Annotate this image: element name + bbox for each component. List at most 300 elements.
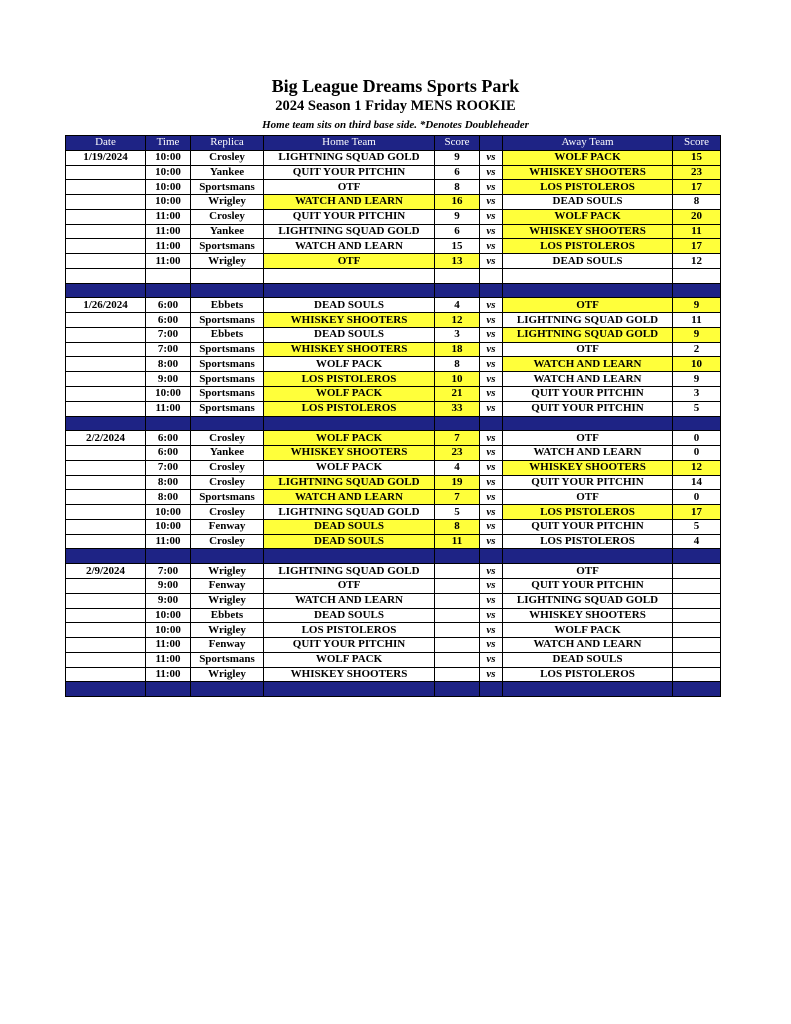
- home-team-cell: WATCH AND LEARN: [264, 195, 435, 210]
- time-cell: 10:00: [146, 150, 191, 165]
- away-team-cell: WHISKEY SHOOTERS: [503, 165, 673, 180]
- date-cell: [66, 165, 146, 180]
- away-team-cell: QUIT YOUR PITCHIN: [503, 387, 673, 402]
- replica-cell: Sportsmans: [191, 313, 264, 328]
- away-score-cell: 5: [673, 519, 721, 534]
- home-team-cell: DEAD SOULS: [264, 327, 435, 342]
- home-team-cell: LIGHTNING SQUAD GOLD: [264, 564, 435, 579]
- time-cell: 8:00: [146, 357, 191, 372]
- separator-cell: [146, 283, 191, 298]
- vs-cell: vs: [480, 578, 503, 593]
- home-score-cell: 3: [435, 327, 480, 342]
- away-score-cell: 0: [673, 446, 721, 461]
- column-header-time: Time: [146, 136, 191, 151]
- separator-cell: [66, 416, 146, 431]
- away-team-cell: LOS PISTOLEROS: [503, 534, 673, 549]
- date-cell: [66, 638, 146, 653]
- replica-cell: Yankee: [191, 446, 264, 461]
- replica-cell: Crosley: [191, 505, 264, 520]
- vs-cell: vs: [480, 254, 503, 269]
- date-cell: [66, 254, 146, 269]
- away-score-cell: 4: [673, 534, 721, 549]
- vs-cell: vs: [480, 165, 503, 180]
- vs-cell: vs: [480, 298, 503, 313]
- date-cell: [66, 578, 146, 593]
- separator-cell: [435, 549, 480, 564]
- time-cell: 11:00: [146, 667, 191, 682]
- home-score-cell: [435, 652, 480, 667]
- home-score-cell: 15: [435, 239, 480, 254]
- table-row: [66, 475, 721, 490]
- away-score-cell: [673, 564, 721, 579]
- replica-cell: Sportsmans: [191, 372, 264, 387]
- vs-cell: vs: [480, 652, 503, 667]
- time-cell: [146, 268, 191, 283]
- column-header-date: Date: [66, 136, 146, 151]
- replica-cell: Sportsmans: [191, 239, 264, 254]
- vs-cell: vs: [480, 224, 503, 239]
- time-cell: 11:00: [146, 652, 191, 667]
- date-cell: [66, 623, 146, 638]
- separator-cell: [673, 549, 721, 564]
- home-score-cell: [435, 564, 480, 579]
- time-cell: 10:00: [146, 195, 191, 210]
- away-team-cell: DEAD SOULS: [503, 195, 673, 210]
- table-row: [66, 150, 721, 165]
- away-score-cell: 17: [673, 505, 721, 520]
- away-team-cell: OTF: [503, 490, 673, 505]
- time-cell: 6:00: [146, 313, 191, 328]
- date-cell: [66, 460, 146, 475]
- away-score-cell: [673, 268, 721, 283]
- away-team-cell: QUIT YOUR PITCHIN: [503, 475, 673, 490]
- away-score-cell: 5: [673, 401, 721, 416]
- home-team-cell: QUIT YOUR PITCHIN: [264, 638, 435, 653]
- table-row: [66, 593, 721, 608]
- away-team-cell: WOLF PACK: [503, 209, 673, 224]
- home-team-cell: QUIT YOUR PITCHIN: [264, 209, 435, 224]
- separator-cell: [503, 549, 673, 564]
- table-row: [66, 268, 721, 283]
- home-score-cell: 8: [435, 180, 480, 195]
- vs-cell: vs: [480, 357, 503, 372]
- date-cell: [66, 357, 146, 372]
- away-team-cell: WHISKEY SHOOTERS: [503, 608, 673, 623]
- time-cell: 6:00: [146, 298, 191, 313]
- home-team-cell: QUIT YOUR PITCHIN: [264, 165, 435, 180]
- time-cell: 11:00: [146, 638, 191, 653]
- vs-cell: vs: [480, 519, 503, 534]
- time-cell: 11:00: [146, 239, 191, 254]
- home-score-cell: 7: [435, 490, 480, 505]
- separator-cell: [146, 682, 191, 697]
- home-team-cell: WATCH AND LEARN: [264, 490, 435, 505]
- page-title: Big League Dreams Sports Park: [271, 76, 520, 96]
- away-team-cell: WATCH AND LEARN: [503, 446, 673, 461]
- date-cell: [66, 268, 146, 283]
- table-row: [66, 534, 721, 549]
- replica-cell: [191, 268, 264, 283]
- time-cell: 11:00: [146, 534, 191, 549]
- vs-cell: vs: [480, 667, 503, 682]
- time-cell: 10:00: [146, 387, 191, 402]
- separator-cell: [264, 682, 435, 697]
- date-cell: [66, 342, 146, 357]
- replica-cell: Sportsmans: [191, 387, 264, 402]
- home-team-cell: LIGHTNING SQUAD GOLD: [264, 150, 435, 165]
- page-subtitle: 2024 Season 1 Friday MENS ROOKIE: [275, 98, 516, 114]
- date-cell: [66, 327, 146, 342]
- home-team-cell: LIGHTNING SQUAD GOLD: [264, 475, 435, 490]
- replica-cell: Ebbets: [191, 298, 264, 313]
- home-score-cell: 18: [435, 342, 480, 357]
- table-row: [66, 564, 721, 579]
- home-team-cell: OTF: [264, 180, 435, 195]
- away-score-cell: 9: [673, 327, 721, 342]
- away-team-cell: OTF: [503, 431, 673, 446]
- column-header-vs: [480, 136, 503, 151]
- home-score-cell: 8: [435, 519, 480, 534]
- time-cell: 9:00: [146, 593, 191, 608]
- home-score-cell: 6: [435, 165, 480, 180]
- away-score-cell: 10: [673, 357, 721, 372]
- home-team-cell: LIGHTNING SQUAD GOLD: [264, 224, 435, 239]
- home-team-cell: OTF: [264, 578, 435, 593]
- date-cell: [66, 387, 146, 402]
- table-row: [66, 608, 721, 623]
- vs-cell: vs: [480, 195, 503, 210]
- replica-cell: Sportsmans: [191, 357, 264, 372]
- away-score-cell: 12: [673, 460, 721, 475]
- vs-cell: vs: [480, 209, 503, 224]
- vs-cell: vs: [480, 387, 503, 402]
- separator-cell: [435, 682, 480, 697]
- vs-cell: vs: [480, 490, 503, 505]
- separator-cell: [191, 283, 264, 298]
- home-team-cell: WHISKEY SHOOTERS: [264, 446, 435, 461]
- away-score-cell: 14: [673, 475, 721, 490]
- separator-cell: [480, 682, 503, 697]
- separator-cell: [673, 416, 721, 431]
- vs-cell: vs: [480, 623, 503, 638]
- vs-cell: vs: [480, 564, 503, 579]
- away-team-cell: QUIT YOUR PITCHIN: [503, 578, 673, 593]
- schedule-body: [66, 150, 721, 696]
- date-cell: [66, 534, 146, 549]
- table-row: [66, 519, 721, 534]
- separator-cell: [66, 682, 146, 697]
- home-team-cell: DEAD SOULS: [264, 519, 435, 534]
- home-score-cell: 10: [435, 372, 480, 387]
- away-score-cell: 0: [673, 490, 721, 505]
- home-team-cell: WATCH AND LEARN: [264, 239, 435, 254]
- replica-cell: Ebbets: [191, 327, 264, 342]
- away-team-cell: OTF: [503, 564, 673, 579]
- date-cell: 1/26/2024: [66, 298, 146, 313]
- away-team-cell: [503, 268, 673, 283]
- away-team-cell: LIGHTNING SQUAD GOLD: [503, 313, 673, 328]
- away-score-cell: [673, 593, 721, 608]
- away-team-cell: QUIT YOUR PITCHIN: [503, 401, 673, 416]
- separator-cell: [673, 682, 721, 697]
- replica-cell: Wrigley: [191, 254, 264, 269]
- away-team-cell: WATCH AND LEARN: [503, 357, 673, 372]
- time-cell: 10:00: [146, 623, 191, 638]
- date-cell: [66, 667, 146, 682]
- home-team-cell: OTF: [264, 254, 435, 269]
- separator-cell: [191, 682, 264, 697]
- away-score-cell: 12: [673, 254, 721, 269]
- date-cell: [66, 239, 146, 254]
- date-cell: 2/2/2024: [66, 431, 146, 446]
- time-cell: 8:00: [146, 490, 191, 505]
- date-cell: [66, 490, 146, 505]
- vs-cell: vs: [480, 534, 503, 549]
- replica-cell: Crosley: [191, 534, 264, 549]
- home-team-cell: DEAD SOULS: [264, 298, 435, 313]
- home-team-cell: WOLF PACK: [264, 431, 435, 446]
- home-score-cell: 23: [435, 446, 480, 461]
- time-cell: 11:00: [146, 254, 191, 269]
- away-team-cell: LOS PISTOLEROS: [503, 239, 673, 254]
- time-cell: 11:00: [146, 224, 191, 239]
- time-cell: 7:00: [146, 327, 191, 342]
- home-team-cell: LIGHTNING SQUAD GOLD: [264, 505, 435, 520]
- replica-cell: Sportsmans: [191, 652, 264, 667]
- separator-cell: [435, 283, 480, 298]
- time-cell: 10:00: [146, 165, 191, 180]
- page-note: Home team sits on third base side. *Denotes Doubleheader: [262, 119, 529, 131]
- away-score-cell: 17: [673, 180, 721, 195]
- date-cell: 2/9/2024: [66, 564, 146, 579]
- separator-cell: [480, 283, 503, 298]
- date-cell: [66, 475, 146, 490]
- separator-cell: [673, 283, 721, 298]
- away-team-cell: OTF: [503, 342, 673, 357]
- away-team-cell: LOS PISTOLEROS: [503, 505, 673, 520]
- replica-cell: Crosley: [191, 209, 264, 224]
- table-row: [66, 460, 721, 475]
- away-score-cell: [673, 608, 721, 623]
- home-team-cell: [264, 268, 435, 283]
- away-team-cell: LOS PISTOLEROS: [503, 667, 673, 682]
- vs-cell: vs: [480, 431, 503, 446]
- date-cell: [66, 195, 146, 210]
- date-cell: [66, 446, 146, 461]
- home-score-cell: [435, 593, 480, 608]
- away-team-cell: LIGHTNING SQUAD GOLD: [503, 593, 673, 608]
- replica-cell: Wrigley: [191, 564, 264, 579]
- vs-cell: vs: [480, 608, 503, 623]
- home-team-cell: WOLF PACK: [264, 387, 435, 402]
- away-score-cell: [673, 623, 721, 638]
- replica-cell: Wrigley: [191, 195, 264, 210]
- vs-cell: vs: [480, 401, 503, 416]
- time-cell: 6:00: [146, 431, 191, 446]
- schedule-table: [65, 135, 721, 697]
- table-row: [66, 638, 721, 653]
- vs-cell: vs: [480, 313, 503, 328]
- date-cell: [66, 652, 146, 667]
- away-team-cell: WATCH AND LEARN: [503, 372, 673, 387]
- separator-cell: [146, 416, 191, 431]
- home-score-cell: 19: [435, 475, 480, 490]
- table-row: [66, 239, 721, 254]
- date-cell: [66, 313, 146, 328]
- home-score-cell: 12: [435, 313, 480, 328]
- time-cell: 10:00: [146, 519, 191, 534]
- vs-cell: vs: [480, 342, 503, 357]
- date-cell: [66, 519, 146, 534]
- week-separator: [66, 549, 721, 564]
- time-cell: 9:00: [146, 372, 191, 387]
- column-header-away-score: Score: [673, 136, 721, 151]
- away-score-cell: 23: [673, 165, 721, 180]
- replica-cell: Fenway: [191, 578, 264, 593]
- replica-cell: Ebbets: [191, 608, 264, 623]
- vs-cell: vs: [480, 593, 503, 608]
- table-row: [66, 446, 721, 461]
- home-team-cell: WOLF PACK: [264, 460, 435, 475]
- separator-cell: [480, 416, 503, 431]
- date-cell: 1/19/2024: [66, 150, 146, 165]
- home-team-cell: WOLF PACK: [264, 652, 435, 667]
- replica-cell: Sportsmans: [191, 401, 264, 416]
- replica-cell: Wrigley: [191, 667, 264, 682]
- away-team-cell: WOLF PACK: [503, 150, 673, 165]
- separator-cell: [503, 682, 673, 697]
- away-score-cell: 3: [673, 387, 721, 402]
- vs-cell: vs: [480, 372, 503, 387]
- away-team-cell: WOLF PACK: [503, 623, 673, 638]
- replica-cell: Yankee: [191, 224, 264, 239]
- table-row: [66, 623, 721, 638]
- column-header-home-score: Score: [435, 136, 480, 151]
- home-score-cell: 4: [435, 460, 480, 475]
- time-cell: 7:00: [146, 342, 191, 357]
- table-row: [66, 298, 721, 313]
- time-cell: 10:00: [146, 505, 191, 520]
- column-header-replica: Replica: [191, 136, 264, 151]
- table-row: [66, 667, 721, 682]
- replica-cell: Wrigley: [191, 593, 264, 608]
- table-row: [66, 195, 721, 210]
- away-team-cell: LOS PISTOLEROS: [503, 180, 673, 195]
- table-row: [66, 357, 721, 372]
- home-team-cell: DEAD SOULS: [264, 534, 435, 549]
- separator-cell: [191, 549, 264, 564]
- home-team-cell: LOS PISTOLEROS: [264, 372, 435, 387]
- table-row: [66, 342, 721, 357]
- table-row: [66, 165, 721, 180]
- vs-cell: [480, 268, 503, 283]
- table-row: [66, 327, 721, 342]
- replica-cell: Crosley: [191, 460, 264, 475]
- away-score-cell: [673, 652, 721, 667]
- time-cell: 11:00: [146, 209, 191, 224]
- away-score-cell: 20: [673, 209, 721, 224]
- home-score-cell: 21: [435, 387, 480, 402]
- separator-cell: [480, 549, 503, 564]
- home-team-cell: DEAD SOULS: [264, 608, 435, 623]
- table-row: [66, 180, 721, 195]
- week-separator: [66, 283, 721, 298]
- time-cell: 10:00: [146, 180, 191, 195]
- home-score-cell: 33: [435, 401, 480, 416]
- table-row: [66, 578, 721, 593]
- vs-cell: vs: [480, 505, 503, 520]
- away-score-cell: 9: [673, 298, 721, 313]
- table-row: [66, 372, 721, 387]
- vs-cell: vs: [480, 180, 503, 195]
- replica-cell: Yankee: [191, 165, 264, 180]
- table-row: [66, 313, 721, 328]
- away-team-cell: DEAD SOULS: [503, 254, 673, 269]
- date-cell: [66, 608, 146, 623]
- home-score-cell: 11: [435, 534, 480, 549]
- home-score-cell: [435, 578, 480, 593]
- vs-cell: vs: [480, 239, 503, 254]
- column-header-away-team: Away Team: [503, 136, 673, 151]
- date-cell: [66, 401, 146, 416]
- home-team-cell: WHISKEY SHOOTERS: [264, 667, 435, 682]
- table-row: [66, 431, 721, 446]
- away-score-cell: [673, 578, 721, 593]
- home-score-cell: 9: [435, 209, 480, 224]
- home-score-cell: [435, 623, 480, 638]
- separator-cell: [146, 549, 191, 564]
- separator-cell: [264, 416, 435, 431]
- home-score-cell: 9: [435, 150, 480, 165]
- replica-cell: Sportsmans: [191, 180, 264, 195]
- table-row: [66, 224, 721, 239]
- separator-cell: [66, 283, 146, 298]
- vs-cell: vs: [480, 638, 503, 653]
- home-score-cell: 4: [435, 298, 480, 313]
- away-team-cell: WATCH AND LEARN: [503, 638, 673, 653]
- time-cell: 7:00: [146, 460, 191, 475]
- week-separator: [66, 416, 721, 431]
- vs-cell: vs: [480, 460, 503, 475]
- separator-cell: [191, 416, 264, 431]
- replica-cell: Wrigley: [191, 623, 264, 638]
- vs-cell: vs: [480, 446, 503, 461]
- away-team-cell: DEAD SOULS: [503, 652, 673, 667]
- week-separator: [66, 682, 721, 697]
- separator-cell: [435, 416, 480, 431]
- separator-cell: [264, 283, 435, 298]
- replica-cell: Crosley: [191, 475, 264, 490]
- away-team-cell: OTF: [503, 298, 673, 313]
- away-score-cell: [673, 667, 721, 682]
- home-score-cell: 5: [435, 505, 480, 520]
- away-score-cell: 15: [673, 150, 721, 165]
- date-cell: [66, 209, 146, 224]
- home-team-cell: LOS PISTOLEROS: [264, 623, 435, 638]
- home-score-cell: [435, 667, 480, 682]
- vs-cell: vs: [480, 327, 503, 342]
- away-score-cell: 8: [673, 195, 721, 210]
- vs-cell: vs: [480, 475, 503, 490]
- home-team-cell: WOLF PACK: [264, 357, 435, 372]
- away-score-cell: 0: [673, 431, 721, 446]
- separator-cell: [503, 283, 673, 298]
- separator-cell: [66, 549, 146, 564]
- vs-cell: vs: [480, 150, 503, 165]
- date-cell: [66, 593, 146, 608]
- date-cell: [66, 224, 146, 239]
- time-cell: 7:00: [146, 564, 191, 579]
